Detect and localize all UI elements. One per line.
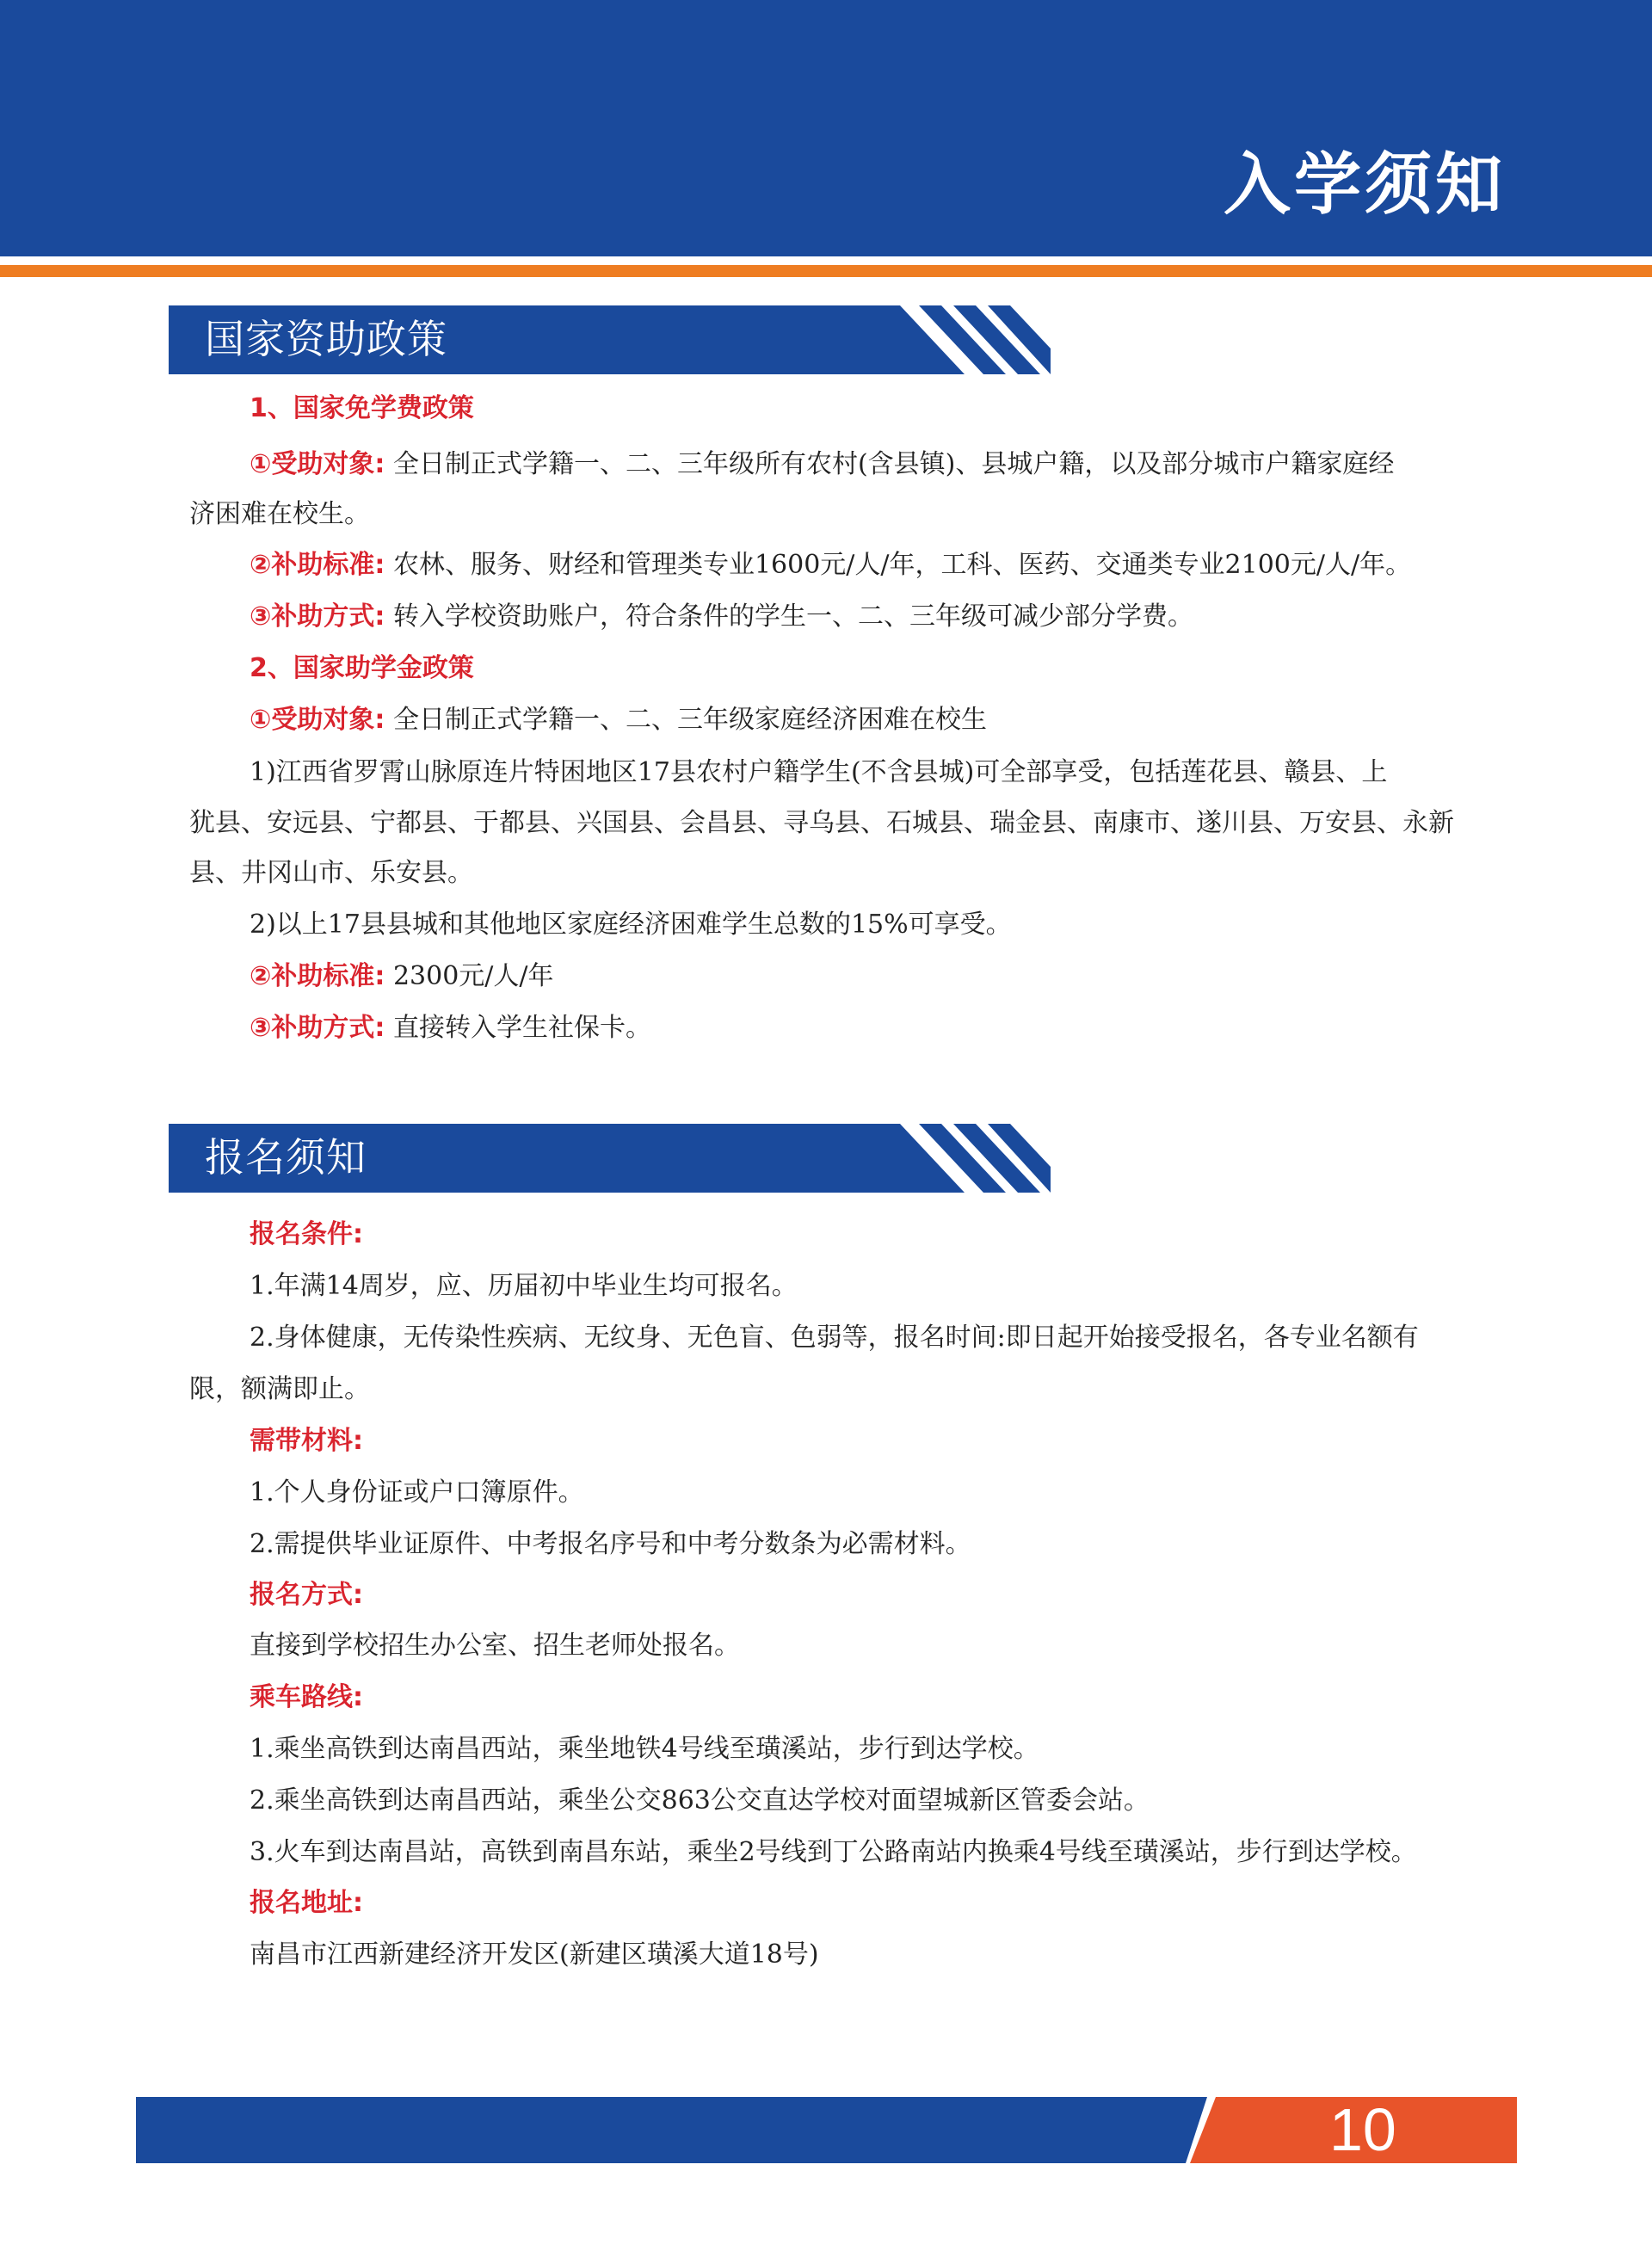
section-title: 国家资助政策 [205, 316, 447, 362]
field-text: 直接转入学生社保卡。 [392, 1013, 651, 1043]
policy-line [250, 600, 1193, 634]
policy-line [250, 548, 1411, 583]
section-title: 报名须知 [205, 1134, 367, 1181]
field-text: 全日制正式学籍一、二、三年级家庭经济困难在校生 [392, 705, 987, 735]
reg-line: 2.乘坐高铁到达南昌西站，乘坐公交863公交直达学校对面望城新区管委会站。 [250, 1785, 1150, 1816]
reg-line: 3.火车到达南昌站，高铁到南昌东站，乘坐2号线到丁公路南站内换乘4号线至璜溪站，步行到达学校。 [250, 1837, 1417, 1867]
reg-heading-route: 乘车路线: [250, 1682, 363, 1712]
policy-line [250, 447, 1394, 482]
section-header-registration [169, 1124, 1051, 1193]
page-title: 入学须知 [1223, 146, 1506, 224]
footer-bar [136, 2097, 1521, 2163]
reg-line: 1.乘坐高铁到达南昌西站，乘坐地铁4号线至璜溪站，步行到达学校。 [250, 1734, 1039, 1764]
reg-heading-address: 报名地址: [250, 1888, 363, 1918]
field-label: ①受助对象: [250, 449, 385, 479]
reg-line-cont: 限，额满即止。 [189, 1374, 370, 1404]
policy-line-cont: 济困难在校生。 [189, 499, 370, 529]
policy-line: 2)以上17县县城和其他地区家庭经济困难学生总数的15%可享受。 [250, 910, 1012, 940]
policy-line [250, 959, 554, 994]
reg-line: 1.年满14周岁，应、历届初中毕业生均可报名。 [250, 1271, 798, 1301]
field-label: ①受助对象: [250, 705, 385, 735]
policy-line-cont: 县、井冈山市、乐安县。 [189, 858, 473, 888]
policy-heading-tuition: 1、国家免学费政策 [250, 393, 474, 423]
header-orange-stripe [0, 265, 1652, 277]
reg-line: 1.个人身份证或户口簿原件。 [250, 1477, 584, 1508]
section-header-funding [169, 305, 1051, 374]
reg-line: 2.身体健康，无传染性疾病、无纹身、无色盲、色弱等，报名时间:即日起开始接受报名，各专业名额有 [250, 1323, 1419, 1353]
reg-line: 直接到学校招生办公室、招生老师处报名。 [250, 1631, 740, 1661]
reg-heading-materials: 需带材料: [250, 1426, 363, 1456]
field-label: ③补助方式: [250, 1013, 385, 1043]
field-text: 转入学校资助账户，符合条件的学生一、二、三年级可减少部分学费。 [392, 601, 1193, 632]
policy-line [250, 1011, 651, 1045]
page-number: 10 [1329, 2096, 1396, 2163]
policy-line [250, 703, 987, 737]
reg-heading-conditions: 报名条件: [250, 1219, 363, 1249]
policy-heading-grant: 2、国家助学金政策 [250, 653, 474, 683]
field-text: 全日制正式学籍一、二、三年级所有农村(含县镇)、县城户籍，以及部分城市户籍家庭经 [392, 449, 1395, 479]
policy-line-cont: 犹县、安远县、宁都县、于都县、兴国县、会昌县、寻乌县、石城县、瑞金县、南康市、遂川县、万安县、永新 [189, 808, 1454, 838]
reg-line: 2.需提供毕业证原件、中考报名序号和中考分数条为必需材料。 [250, 1529, 971, 1559]
field-label: ②补助标准: [250, 550, 385, 580]
field-label: ③补助方式: [250, 601, 385, 632]
field-text: 农林、服务、财经和管理类专业1600元/人/年，工科、医药、交通类专业2100元/人/年。 [392, 550, 1412, 580]
header-divider [0, 256, 1652, 265]
field-label: ②补助标准: [250, 961, 385, 991]
policy-line: 1)江西省罗霄山脉原连片特困地区17县农村户籍学生(不含县城)可全部享受，包括莲花县、赣县、上 [250, 757, 1388, 787]
reg-heading-method: 报名方式: [250, 1580, 363, 1610]
field-text: 2300元/人/年 [392, 961, 554, 991]
reg-line: 南昌市江西新建经济开发区(新建区璜溪大道18号) [250, 1939, 819, 1970]
